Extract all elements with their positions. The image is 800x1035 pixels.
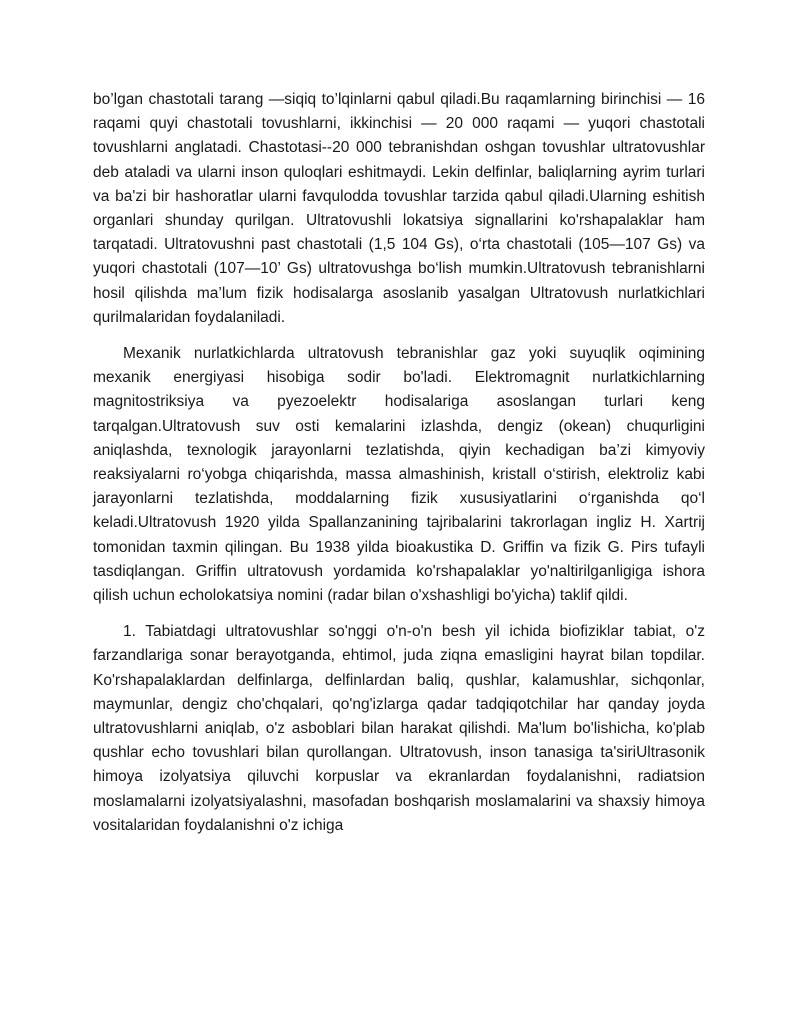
paragraph-1: bo’lgan chastotali tarang —siqiq to’lqinlarni qabul qiladi.Bu raqamlarning birinchisi — 16 raqami quyi chastotali tovushlarni, ikkinchisi — 20 000 raqami — yuqori chastotali tovushlarni anglatadi. Chastotasi--20 000 tebranishdan oshgan tovushlar ultratovushlar deb ataladi va ularni inson quloqlari eshitmaydi. Lekin delfinlar, baliqlarning ayrim turlari va ba'zi bir hashoratlar ularni favqulodda tovushlar tarzida qabul qiladi.Ularning eshitish organlari shunday qurilgan. Ultratovushli lokatsiya signallarini ko'rshapalaklar ham tarqatadi. Ultratovushni past chastotali (1,5 104 Gs), o‘rta chastotali (105—107 Gs) va yuqori chastotali (107—10’ Gs) ultratovushga bo‘lish mumkin.Ultratovush tebranishlarni hosil qilishda ma’lum fizik hodisalarga asoslanib yasalgan Ultratovush nurlatkichlari qurilmalaridan foydalaniladi.: [93, 91, 705, 326]
paragraph-2: Mexanik nurlatkichlarda ultratovush tebranishlar gaz yoki suyuqlik oqimining mexanik energiyasi hisobiga sodir bo'ladi. Elektromagnit nurlatkichlarning magnitostriksiya va pyezoelektr hodisalariga asoslangan turlari keng tarqalgan.Ultratovush suv osti kemalarini izlashda, dengiz (okean) chuqurligini aniqlashda, texnologik jarayonlarni tezlatishda, qiyin kechadigan ba’zi kimyoviy reaksiyalarni ro‘yobga chiqarishda, massa almashinish, kristall o‘stirish, elektroliz kabi jarayonlarni tezlatishda, moddalarning fizik xususiyatlarini o‘rganishda qo‘l keladi.Ultratovush 1920 yilda Spallanzanining tajribalarini takrorlagan ingliz H. Xartrij tomonidan taxmin qilingan. Bu 1938 yilda bioakustika D. Griffin va fizik G. Pirs tufayli tasdiqlangan. Griffin ultratovush yordamida ko'rshapalaklar yo'naltirilganligiga ishora qilish uchun echolokatsiya nomini (radar bilan o'xshashligi bo'yicha) taklif qildi.: [93, 345, 705, 605]
paragraph-3: 1. Tabiatdagi ultratovushlar so'nggi o'n-o'n besh yil ichida biofiziklar tabiat, o'z farzandlariga sonar berayotganda, ehtimol, juda ziqna emasligini hayrat bilan topdilar. Ko'rshapalaklardan delfinlarga, delfinlardan baliq, qushlar, kalamushlar, sichqonlar, maymunlar, dengiz cho'chqalari, qo'ng'izlarga qadar tadqiqotchilar har qanday joyda ultratovushlarni aniqlab, o'z asboblari bilan harakat qilishdi. Ma'lum bo'lishicha, ko'plab qushlar echo tovushlari bilan qurollangan. Ultratovush, inson tanasiga ta'siriUltrasonik himoya izolyatsiya qiluvchi korpuslar va ekranlardan foydalanishni, radiatsion moslamalarni izolyatsiyalashni, masofadan boshqarish moslamalarini va shaxsiy himoya vositalaridan foydalanishni o'z ichiga: [93, 623, 705, 834]
document-page: [93, 88, 705, 850]
